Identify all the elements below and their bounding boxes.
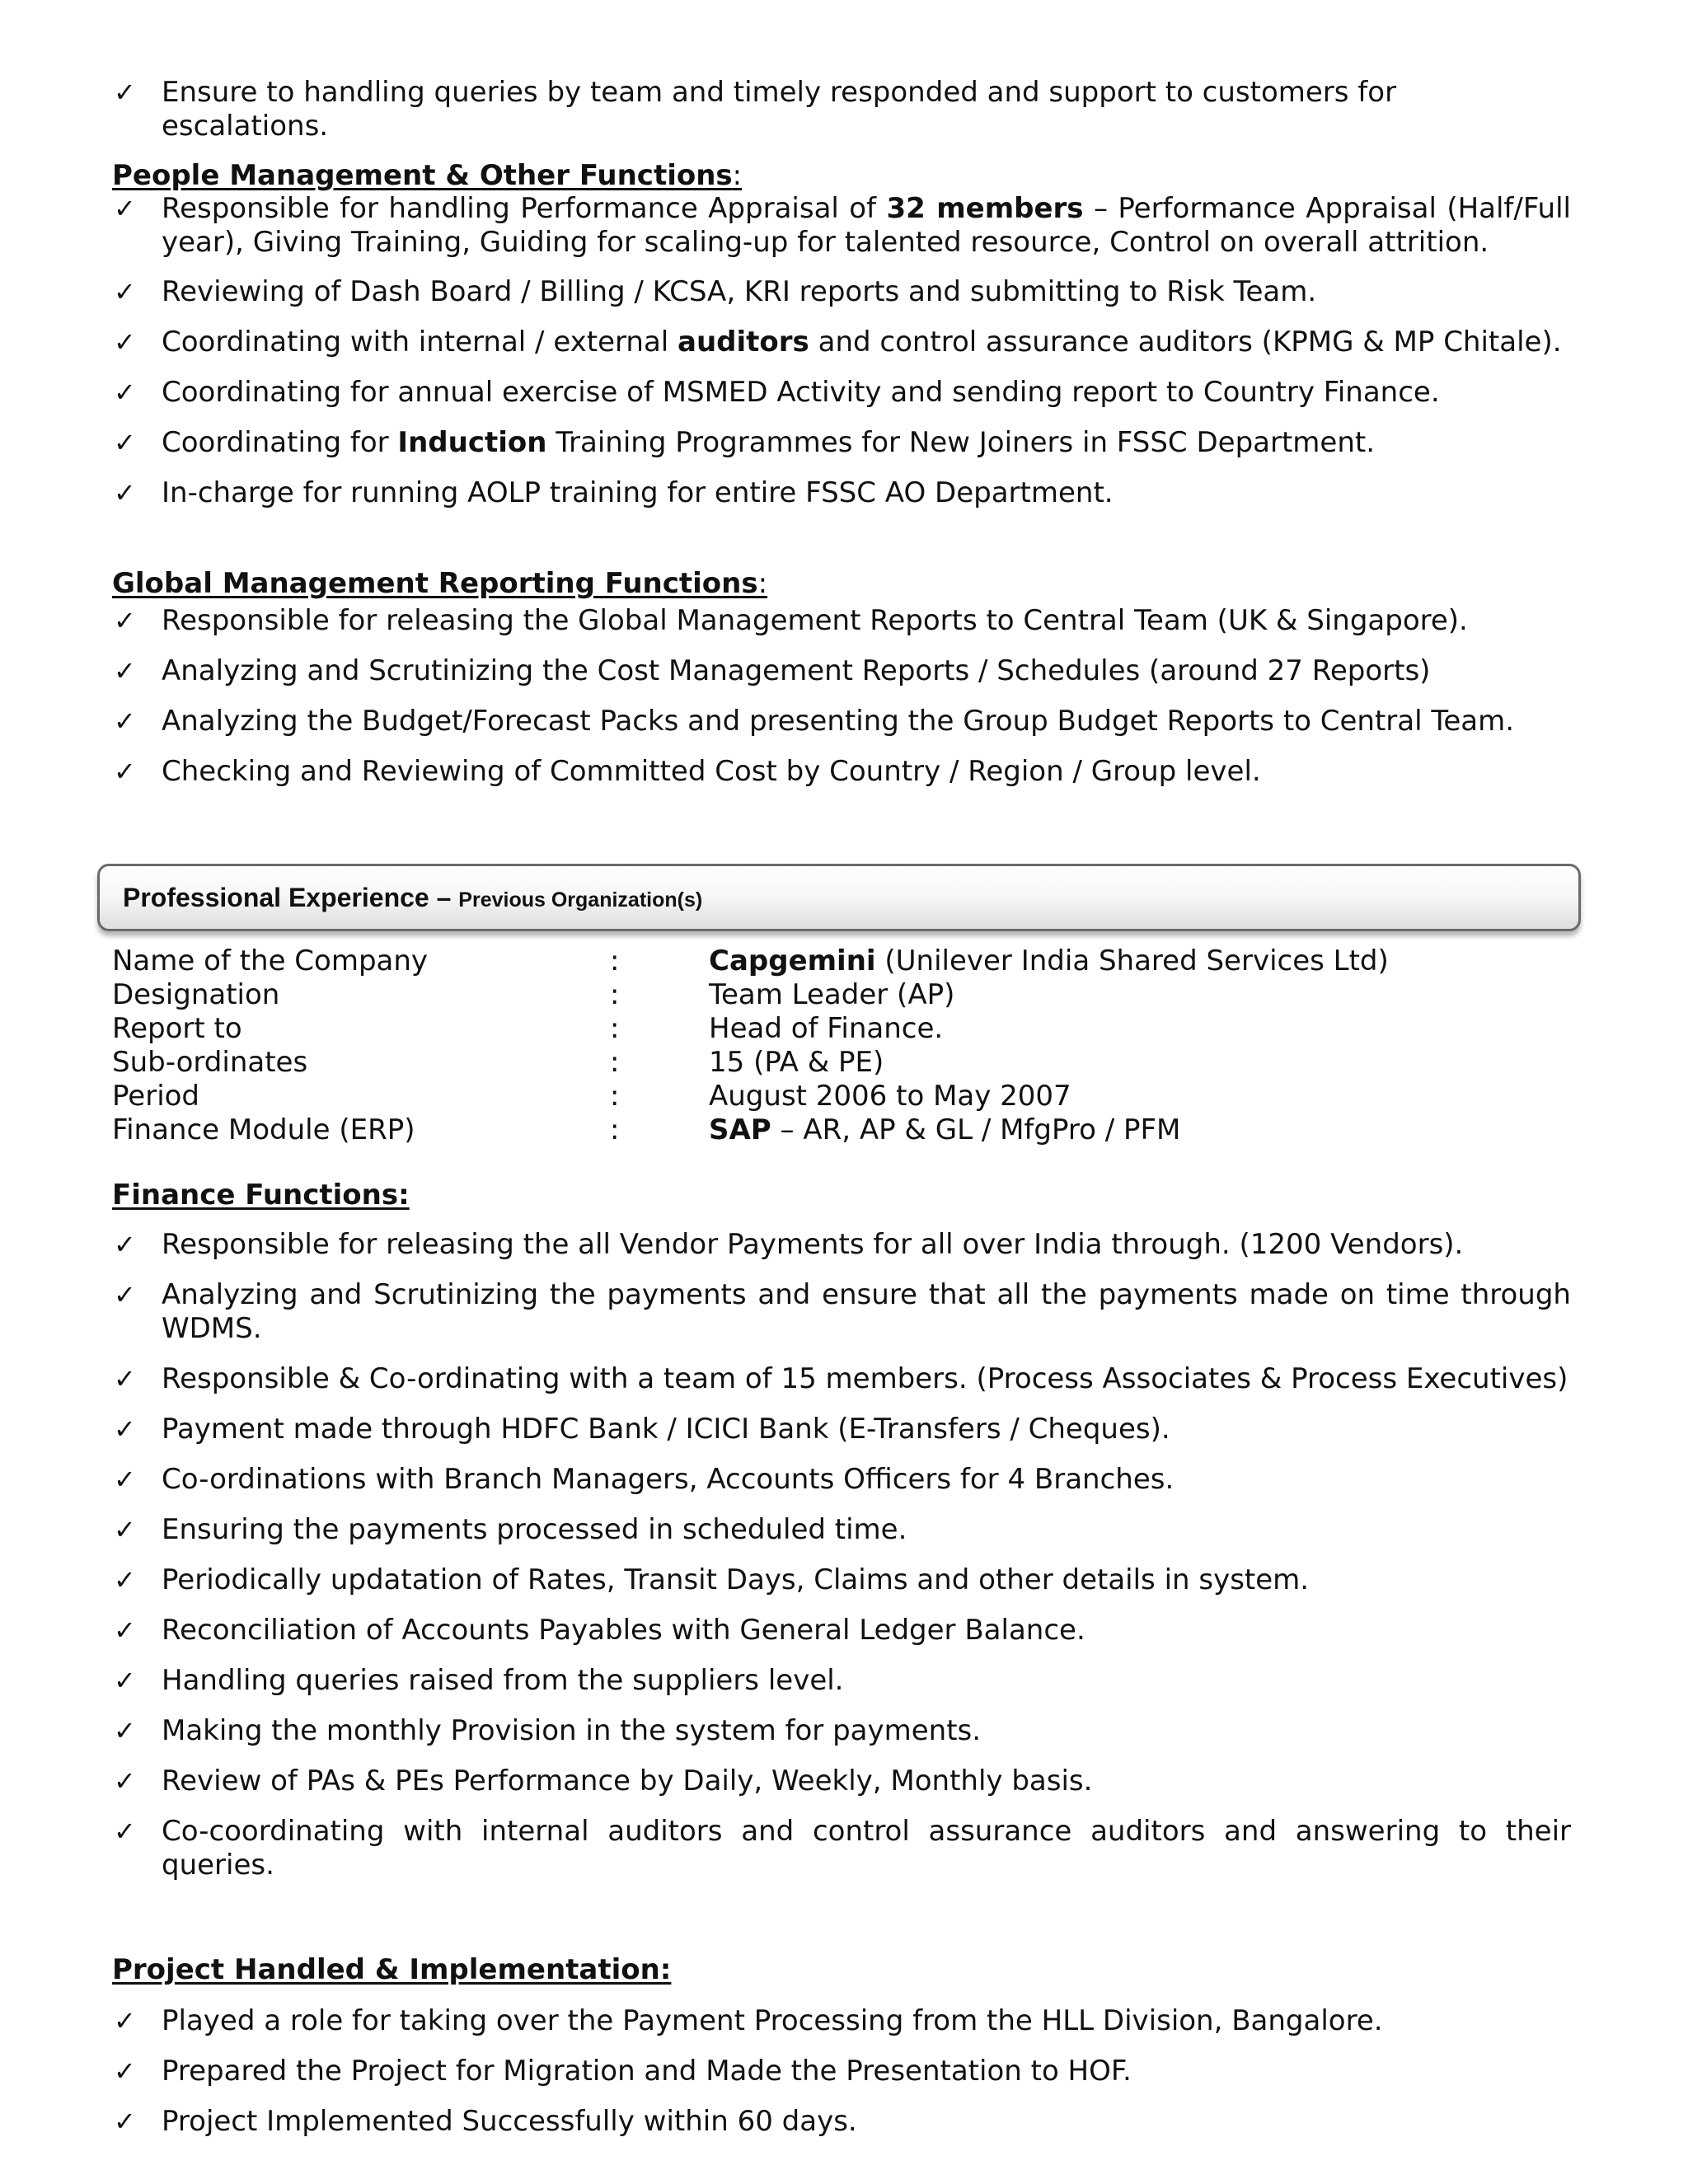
list-item: ✓ Coordinating for Induction Training Programmes for New Joiners in FSSC Department. bbox=[114, 426, 1376, 459]
list-item: ✓ Reviewing of Dash Board / Billing / KCSA, KRI reports and submitting to Risk Team. bbox=[114, 275, 1317, 308]
list-item: ✓ Ensure to handling queries by team and timely responded and support to customers for escalations. bbox=[114, 76, 1397, 143]
list-item: ✓ Handling queries raised from the suppliers level. bbox=[114, 1664, 844, 1697]
list-item: ✓ Project Implemented Successfully within 60 days. bbox=[114, 2105, 857, 2138]
checkmark-icon: ✓ bbox=[114, 477, 136, 509]
checkmark-icon: ✓ bbox=[114, 1564, 136, 1596]
checkmark-icon: ✓ bbox=[114, 276, 136, 307]
info-row-subordinates: Sub-ordinates : 15 (PA & PE) bbox=[112, 1046, 884, 1079]
list-item: ✓ Responsible for releasing the Global Management Reports to Central Team (UK & Singapore). bbox=[114, 604, 1468, 637]
list-item: ✓ Played a role for taking over the Payment Processing from the HLL Division, Bangalore. bbox=[114, 2004, 1383, 2037]
list-item: ✓ Prepared the Project for Migration and Made the Presentation to HOF. bbox=[114, 2055, 1132, 2088]
list-item: ✓ Co-ordinations with Branch Managers, Accounts Officers for 4 Branches. bbox=[114, 1463, 1175, 1496]
professional-experience-bar bbox=[97, 864, 1581, 931]
top-bullet-list bbox=[0, 76, 1688, 160]
list-item: ✓ Reconciliation of Accounts Payables with General Ledger Balance. bbox=[114, 1614, 1085, 1647]
checkmark-icon: ✓ bbox=[114, 1413, 136, 1445]
section-heading-people-management: People Management & Other Functions: bbox=[112, 159, 743, 192]
list-item: ✓ Making the monthly Provision in the system for payments. bbox=[114, 1714, 982, 1747]
list-item: ✓ Analyzing and Scrutinizing the Cost Management Reports / Schedules (around 27 Reports) bbox=[114, 654, 1431, 687]
checkmark-icon: ✓ bbox=[114, 1765, 136, 1797]
checkmark-icon: ✓ bbox=[114, 2055, 136, 2087]
section-bar-title: Professional Experience – Previous Organization(s) bbox=[123, 883, 703, 912]
list-item: ✓ Payment made through HDFC Bank / ICICI Bank (E-Transfers / Cheques). bbox=[114, 1413, 1170, 1446]
list-item: ✓ Periodically updatation of Rates, Transit Days, Claims and other details in system. bbox=[114, 1563, 1310, 1596]
checkmark-icon: ✓ bbox=[114, 756, 136, 787]
checkmark-icon: ✓ bbox=[114, 427, 136, 458]
checkmark-icon: ✓ bbox=[114, 1514, 136, 1545]
checkmark-icon: ✓ bbox=[114, 1715, 136, 1746]
checkmark-icon: ✓ bbox=[114, 1615, 136, 1646]
list-item: ✓ Analyzing the Budget/Forecast Packs and presenting the Group Budget Reports to Central Team. bbox=[114, 705, 1515, 738]
checkmark-icon: ✓ bbox=[114, 377, 136, 408]
checkmark-icon: ✓ bbox=[114, 326, 136, 358]
list-item: ✓ Responsible for handling Performance Appraisal of 32 members – Performance Appraisal (Half/Full year), Giving Training, Guiding for scaling-up for talented resource, Control on overall attrition. bbox=[114, 192, 1571, 259]
checkmark-icon: ✓ bbox=[114, 2106, 136, 2137]
info-row-company: Name of the Company : Capgemini (Unilever India Shared Services Ltd) bbox=[112, 944, 1389, 977]
list-item: ✓ Responsible & Co-ordinating with a team of 15 members. (Process Associates & Process Executives) bbox=[114, 1362, 1568, 1395]
list-item: ✓ Responsible for releasing the all Vendor Payments for all over India through. (1200 Vendors). bbox=[114, 1228, 1464, 1261]
checkmark-icon: ✓ bbox=[114, 1464, 136, 1495]
info-row-period: Period : August 2006 to May 2007 bbox=[112, 1080, 1071, 1113]
global-reporting-list bbox=[0, 604, 1688, 805]
people-management-list bbox=[0, 192, 1688, 527]
checkmark-icon: ✓ bbox=[114, 705, 136, 737]
list-item: ✓ Coordinating with internal / external auditors and control assurance auditors (KPMG & MP Chitale). bbox=[114, 326, 1562, 359]
checkmark-icon: ✓ bbox=[114, 605, 136, 636]
checkmark-icon: ✓ bbox=[114, 2005, 136, 2036]
info-row-finance-module: Finance Module (ERP) : SAP – AR, AP & GL / MfgPro / PFM bbox=[112, 1113, 1181, 1146]
checkmark-icon: ✓ bbox=[114, 1279, 136, 1310]
list-item: ✓ Co-coordinating with internal auditors and control assurance auditors and answering to their queries. bbox=[114, 1815, 1571, 1882]
section-heading-global-reporting: Global Management Reporting Functions: bbox=[112, 567, 768, 600]
checkmark-icon: ✓ bbox=[114, 1363, 136, 1394]
list-item: ✓ Review of PAs & PEs Performance by Daily, Weekly, Monthly basis. bbox=[114, 1765, 1093, 1797]
section-heading-finance-functions: Finance Functions: bbox=[112, 1179, 410, 1212]
list-item: ✓ Coordinating for annual exercise of MSMED Activity and sending report to Country Finance. bbox=[114, 376, 1440, 409]
checkmark-icon: ✓ bbox=[114, 193, 136, 224]
checkmark-icon: ✓ bbox=[114, 77, 136, 108]
checkmark-icon: ✓ bbox=[114, 1229, 136, 1260]
checkmark-icon: ✓ bbox=[114, 655, 136, 687]
list-item: ✓ Analyzing and Scrutinizing the payments and ensure that all the payments made on time through WDMS. bbox=[114, 1278, 1571, 1345]
section-heading-project-handled: Project Handled & Implementation: bbox=[112, 1953, 672, 1986]
list-item: ✓ In-charge for running AOLP training for entire FSSC AO Department. bbox=[114, 476, 1114, 509]
project-handled-list bbox=[0, 2004, 1688, 2155]
list-item: ✓ Ensuring the payments processed in scheduled time. bbox=[114, 1513, 907, 1546]
info-row-report-to: Report to : Head of Finance. bbox=[112, 1012, 944, 1045]
company-info-table bbox=[112, 944, 1579, 1147]
checkmark-icon: ✓ bbox=[114, 1816, 136, 1847]
checkmark-icon: ✓ bbox=[114, 1665, 136, 1696]
info-row-designation: Designation : Team Leader (AP) bbox=[112, 978, 955, 1011]
list-item: ✓ Checking and Reviewing of Committed Cost by Country / Region / Group level. bbox=[114, 755, 1261, 788]
finance-functions-list bbox=[0, 1228, 1688, 1899]
